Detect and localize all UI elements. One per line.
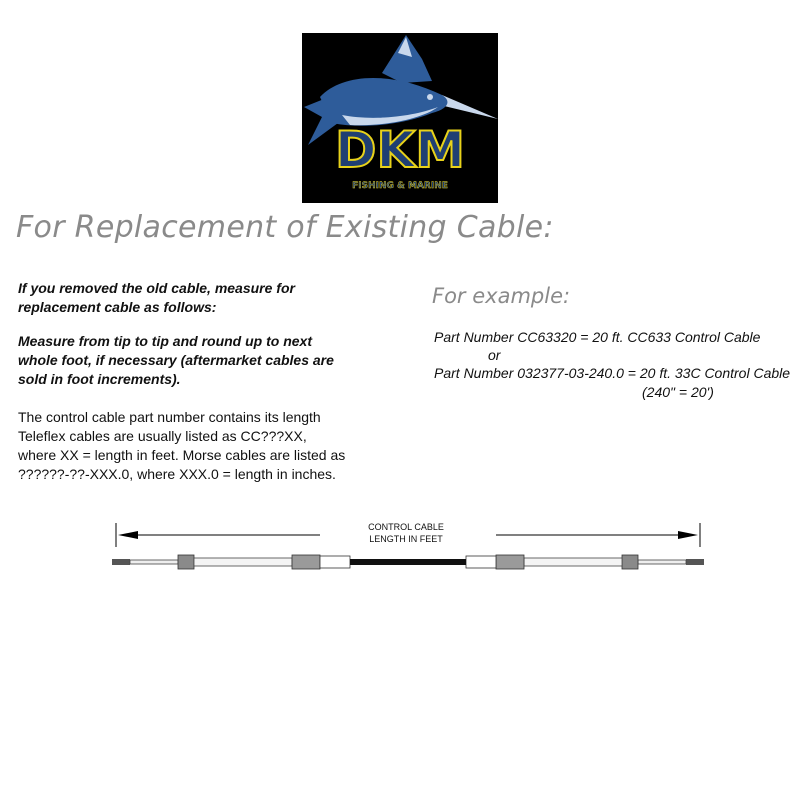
part-line-2: Teleflex cables are usually listed as CC???XX, xyxy=(18,428,307,444)
measure-line-1: Measure from tip to tip and round up to next xyxy=(18,333,312,349)
part-line-3: where XX = length in feet. Morse cables are listed as xyxy=(18,447,346,463)
arrow-left-icon xyxy=(118,531,138,539)
page-title: For Replacement of Existing Cable: xyxy=(16,210,554,245)
cable-illustration xyxy=(112,555,704,569)
arrow-right-icon xyxy=(678,531,698,539)
instructions-part-number xyxy=(18,408,398,484)
logo-tagline: FISHING & MARINE xyxy=(352,181,448,191)
part-line-1: The control cable part number contains its length xyxy=(18,409,321,425)
example-title: For example: xyxy=(432,284,571,308)
example-or: or xyxy=(488,347,501,363)
marlin-icon xyxy=(302,33,498,203)
diagram-label-line-2: LENGTH IN FEET xyxy=(369,534,443,544)
intro-line-2: replacement cable as follows: xyxy=(18,299,217,315)
part-line-4: ??????-??-XXX.0, where XXX.0 = length in inches. xyxy=(18,466,336,482)
intro-line-1: If you removed the old cable, measure for xyxy=(18,280,295,296)
measure-line-2: whole foot, if necessary (aftermarket cables are xyxy=(18,352,334,368)
example-conversion: (240" = 20') xyxy=(642,384,714,400)
example-line-1: Part Number CC63320 = 20 ft. CC633 Control Cable xyxy=(434,329,761,345)
measure-line-3: sold in foot increments). xyxy=(18,371,181,387)
instructions-measure xyxy=(18,332,398,389)
instructions-intro xyxy=(18,279,398,317)
dkm-logo xyxy=(302,33,498,203)
logo-text: DKM xyxy=(334,121,466,179)
example-line-2: Part Number 032377-03-240.0 = 20 ft. 33C Control Cable xyxy=(434,365,791,381)
diagram-label-line-1: CONTROL CABLE xyxy=(368,522,444,532)
